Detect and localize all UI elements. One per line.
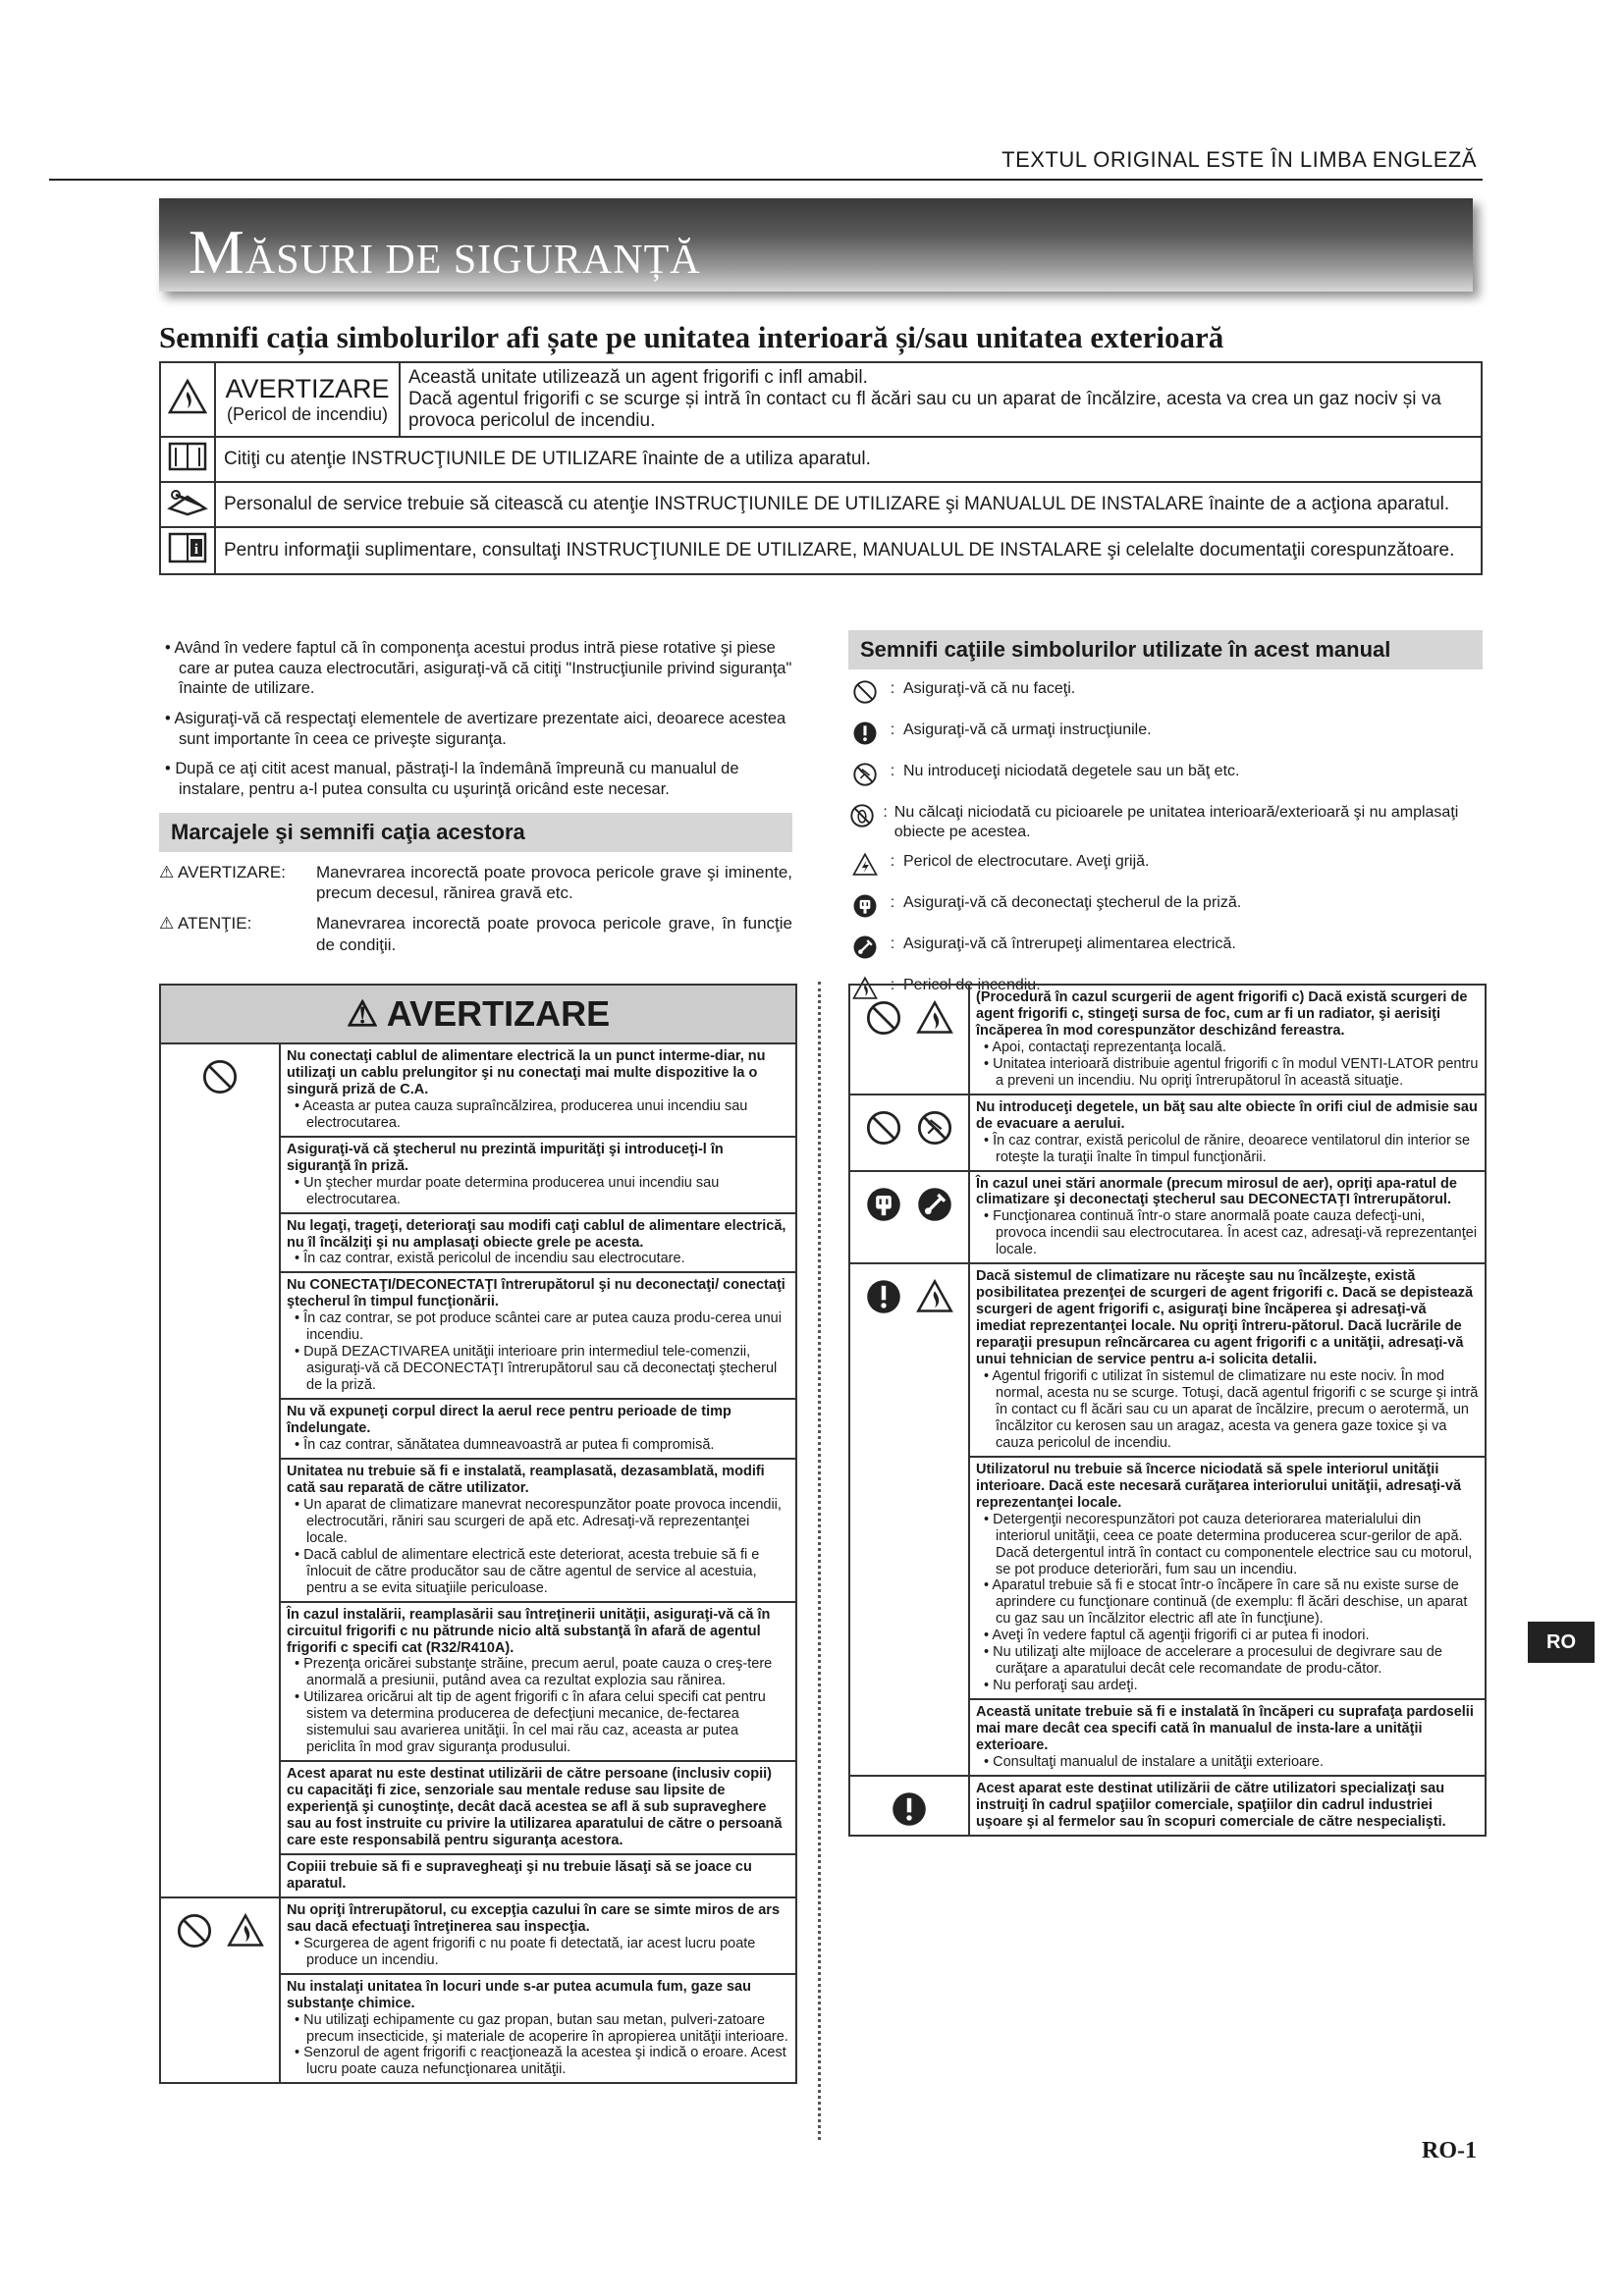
warning-label-cell xyxy=(215,362,400,437)
warning-item-detail: • După DEZACTIVAREA unităţii interioare prin intermediul tele-comenzii, asiguraţi-vă că DECONECTAŢI întrerupătorul sau că deconectaţi ştecherul de la priză. xyxy=(287,1344,789,1394)
warning-item-heading: Nu vă expuneţi corpul direct la aerul rece pentru perioade de timp îndelungate. xyxy=(287,1404,731,1437)
legend-colon: : xyxy=(890,721,895,738)
intro-bullet: • După ce aţi citit acest manual, păstraţi-l la îndemână împreună cu manualul de instalare, pentru a-l putea consulta cu uşurinţă oricând este necesar. xyxy=(159,759,792,799)
title-banner xyxy=(159,198,1473,292)
warning-item-detail: • Un aparat de climatizare manevrat necorespunzător poate provoca incendii, electrocutări, răniri sau scurgeri de apă etc. Adresaţi-vă reprezentanţei locale. xyxy=(287,1497,789,1547)
warning-groups xyxy=(161,1044,795,2082)
legend-colon: : xyxy=(890,679,895,697)
prohibition-icon xyxy=(176,1912,213,2083)
warning-item-heading: Această unitate trebuie să fi e instalată în încăperi cu suprafaţa pardoselii mai mare decât cea specifi cată în manualul de insta-lare a unităţii exterioare. xyxy=(976,1704,1474,1754)
legend-icon-cell xyxy=(848,803,876,834)
warning-group xyxy=(161,1044,795,1896)
manual-book-icon xyxy=(167,440,208,473)
legend-text: Nu introduceţi niciodată degetele sau un băţ etc. xyxy=(903,762,1240,779)
fire-hazard-icon xyxy=(227,1912,264,2083)
prohibition-icon xyxy=(201,1058,239,1896)
warning-item-detail: • În caz contrar, sănătatea dumneavoastră ar putea fi compromisă. xyxy=(287,1437,789,1454)
warning-groups xyxy=(850,986,1485,1835)
svg-text:i: i xyxy=(193,542,199,558)
warning-item-detail: • Aceasta ar putea cauza supraîncălzirea, producerea unui incendiu sau electrocutarea. xyxy=(287,1098,789,1132)
legend-item xyxy=(848,893,1483,925)
warning-item-heading: Unitatea nu trebuie să fi e instalată, reamplasată, dezasamblată, modifi cată sau reparată de către utilizator. xyxy=(287,1463,765,1496)
mark-key xyxy=(159,862,316,904)
symbols-row xyxy=(160,482,1482,527)
marks-section-title: Marcajele şi semnifi caţia acestora xyxy=(159,813,792,852)
legend-text: Asiguraţi-vă că nu faceţi. xyxy=(903,679,1076,697)
language-tab: RO xyxy=(1528,1622,1595,1663)
no-fingers-icon xyxy=(852,774,878,791)
warning-group xyxy=(850,1775,1485,1835)
warning-text-cell xyxy=(400,362,1482,437)
intro-column xyxy=(159,638,792,965)
warning-group-items xyxy=(970,1777,1485,1835)
electric-shock-icon xyxy=(852,865,878,881)
unplug-icon xyxy=(852,906,878,923)
symbols-warning-row xyxy=(160,362,1482,437)
warning-item-heading: Nu instalaţi unitatea în locuri unde s-ar putea acumula fum, gaze sau substanţe chimice. xyxy=(287,1978,751,2011)
no-fingers-icon xyxy=(916,1109,953,1170)
warning-item xyxy=(281,1138,795,1214)
intro-bullet: • Asiguraţi-vă că respectaţi elementele de avertizare prezentate aici, deoarece acestea sunt importante în ceea ce priveşte siguranţa. xyxy=(159,709,792,749)
prohibition-icon xyxy=(865,999,902,1094)
warning-item xyxy=(281,1762,795,1855)
fire-hazard-icon xyxy=(168,378,207,415)
legend-item xyxy=(848,762,1483,793)
warning-item xyxy=(281,1214,795,1274)
warning-subtitle: (Pericol de incendiu) xyxy=(226,404,389,424)
mark-key-label: AVERTIZARE: xyxy=(178,862,286,881)
warning-item-heading: În cazul instalării, reamplasării sau întreţinerii unităţii, asiguraţi-vă că în circuitul frigorifi c nu pătrunde nicio altă substanţă în afară de agentul frigorifi c specifi cat (R32/R410A). xyxy=(287,1606,771,1656)
warning-group-icons xyxy=(850,1172,970,1263)
warning-group-items xyxy=(281,1898,795,2083)
warning-item xyxy=(281,1273,795,1400)
warning-triangle-icon: ⚠ xyxy=(159,914,175,934)
warning-item-detail: • Unitatea interioară distribuie agentul frigorifi c în modul VENTI-LATOR pentru a preveni un incendiu. Nu opriţi întrerupătorul în această situaţie. xyxy=(976,1056,1479,1090)
legend-text: Pericol de electrocutare. Aveţi grijă. xyxy=(903,852,1150,870)
legend-colon: : xyxy=(890,852,895,870)
warning-item-heading: Acest aparat este destinat utilizării de către utilizatori specializaţi sau instruiţi în cadrul spaţiilor comerciale, spaţiilor din cadrul industriei uşoare şi al fermelor sau în scopuri comerciale de către nespecialişti. xyxy=(976,1780,1446,1830)
mandatory-action-icon xyxy=(865,1278,902,1775)
legend-colon: : xyxy=(890,934,895,952)
service-manual-icon xyxy=(166,485,209,518)
warning-item-heading: Acest aparat nu este destinat utilizării de către persoane (inclusiv copii) cu capacităţi fi zice, senzoriale sau mentale reduse sau lipsite de experienţă şi cunoştinţe, decât dacă acestea se afl ă sub supraveghere sau au fost instruite cu privire la utilizarea aparatului de către o persoană care este responsabilă pentru siguranţa acestora. xyxy=(287,1766,783,1848)
warning-box-left xyxy=(159,984,797,2084)
warning-item xyxy=(281,1400,795,1460)
legend-colon: : xyxy=(890,893,895,911)
legend-colon: : xyxy=(890,976,895,993)
legend-text: Pericol de incendiu. xyxy=(903,976,1041,993)
warning-group-items xyxy=(970,1172,1485,1263)
warning-item xyxy=(970,1172,1485,1263)
legend-icon-cell xyxy=(848,679,882,711)
fire-hazard-icon xyxy=(916,999,953,1094)
legend-icon-cell xyxy=(848,721,882,752)
warning-item xyxy=(281,1044,795,1138)
prohibition-icon xyxy=(865,1109,902,1170)
legend-item xyxy=(848,934,1483,966)
legend-icon-cell xyxy=(848,852,882,883)
warning-item-detail: • Detergenţii necorespunzători pot cauza deteriorarea materialului din interiorul unităţii, ceea ce poate determina producerea scur-gerilor de apă. Dacă detergentul intră în contact cu componentele electrice sau cu motorul, se pot produce deteriorări, fum sau un incendiu. xyxy=(976,1512,1479,1578)
prohibition-icon xyxy=(852,692,878,709)
legend-item xyxy=(848,803,1483,842)
mark-row xyxy=(159,862,792,904)
warning-item xyxy=(281,1975,795,2083)
info-book-icon xyxy=(167,530,208,565)
warning-box-title: AVERTIZARE xyxy=(386,993,611,1034)
warning-item-detail: • În caz contrar, există pericolul de incendiu sau electrocutare. xyxy=(287,1251,789,1267)
symbols-row-icon-cell xyxy=(160,437,215,482)
warning-group xyxy=(850,986,1485,1094)
power-off-icon xyxy=(852,947,878,964)
warning-item-heading: Nu introduceţi degetele, un băţ sau alte obiecte în orifi ciul de admisie sau de evacuare a aerului. xyxy=(976,1098,1478,1132)
warning-item-detail: • Apoi, contactaţi reprezentanţa locală. xyxy=(976,1040,1479,1056)
mark-key-label: ATENŢIE: xyxy=(178,914,252,934)
mark-text: Manevrarea incorectă poate provoca pericole grave, în funcţie de condiţii. xyxy=(316,914,792,954)
mandatory-action-icon xyxy=(891,1790,928,1835)
symbols-row-icon-cell xyxy=(160,527,215,574)
legend-title: Semnifi caţiile simbolurilor utilizate în acest manual xyxy=(848,630,1483,669)
mark-row xyxy=(159,913,792,955)
unplug-icon xyxy=(865,1186,902,1263)
warning-group-icons xyxy=(850,1095,970,1170)
legend-item xyxy=(848,679,1483,711)
no-step-icon xyxy=(849,816,875,832)
warning-word: AVERTIZARE xyxy=(225,374,390,403)
symbols-row-text: Personalul de service trebuie să citească cu atenţie INSTRUCŢIUNILE DE UTILIZARE şi MANUALUL DE INSTALARE înainte de a acţiona aparatul. xyxy=(215,482,1482,527)
warning-item-detail: • Aparatul trebuie să fi e stocat într-o încăpere în care să nu existe surse de aprindere cu funcţionare continuă (de exemplu: fl ăcări deschise, un aparat cu gaz sau un încălzitor electric afl ate în funcţiune). xyxy=(976,1577,1479,1628)
legend-text: Nu călcaţi niciodată cu picioarele pe unitatea interioară/exterioară şi nu amplasaţi obiecte pe acestea. xyxy=(893,803,1459,840)
warning-group xyxy=(850,1262,1485,1775)
warning-group-icons xyxy=(161,1898,281,2083)
symbols-row-icon-cell xyxy=(160,482,215,527)
symbols-row xyxy=(160,437,1482,482)
mark-text: Manevrarea incorectă poate provoca pericole grave şi iminente, precum decesul, rănirea gravă etc. xyxy=(316,862,792,903)
warning-group-items xyxy=(970,986,1485,1094)
warning-box-header xyxy=(161,986,795,1044)
warning-group-icons xyxy=(850,1264,970,1775)
mark-key xyxy=(159,913,316,955)
legend-item xyxy=(848,852,1483,883)
warning-item-detail: • În caz contrar, există pericolul de rănire, deoarece ventilatorul din interior se roteşte la turaţii înalte în timpul funcţionării. xyxy=(976,1133,1479,1166)
original-language-note: TEXTUL ORIGINAL ESTE ÎN LIMBA ENGLEZĂ xyxy=(1001,147,1477,172)
legend-icon-cell xyxy=(848,762,882,793)
legend-text: Asiguraţi-vă că urmaţi instrucţiunile. xyxy=(903,721,1152,738)
warning-item-detail: • Aveţi în vedere faptul că agenţii frigorifi ci ar putea fi inodori. xyxy=(976,1628,1479,1644)
legend-text: Asiguraţi-vă că deconectaţi ştecherul de la priză. xyxy=(903,893,1242,911)
symbols-section-title: Semnifi cația simbolurilor afi șate pe unitatea interioară și/sau unitatea exterioară xyxy=(159,320,1224,354)
warning-item-detail: • Utilizarea oricărui alt tip de agent frigorifi c în afara celui specifi cat pentru sistem va determina producerea de defecţiuni mecanice, de-fectarea sistemului sau avarierea unităţii. În cel mai rău caz, aceasta ar putea periclita în mod grav siguranţa produsului. xyxy=(287,1689,789,1756)
warning-group xyxy=(850,1170,1485,1263)
header-rule xyxy=(49,179,1483,181)
warning-item-heading: Dacă sistemul de climatizare nu răceşte sau nu încălzeşte, există posibilitatea prezenţei de scurgeri de agent frigorifi c. Dacă se depistează scurgeri de agent frigorifi c, asiguraţi bine încăperea şi adresaţi-vă imediat reprezentanţei locale. Nu opriţi întreru-pătorul. Dacă lucrările de reparaţii presupun reîncărcarea cu agent frigorifi c a unităţii, adresaţi-vă unui tehnician de service pentru a-i solicita detalii. xyxy=(976,1268,1474,1368)
warning-item-detail: • Prezenţa oricărei substanţe străine, precum aerul, poate cauza o creş-tere anormală a presiunii, putând avea ca rezultat explozia sau rănirea. xyxy=(287,1656,789,1689)
warning-item xyxy=(281,1855,795,1896)
symbols-row xyxy=(160,527,1482,574)
fire-hazard-icon xyxy=(916,1278,953,1775)
intro-bullet: • Având în vedere faptul că în componenţa acestui produs intră piese rotative şi piese care ar putea cauza electrocutări, asiguraţi-vă că citiţi "Instrucţiunile privind siguranţa" înainte de utilizare. xyxy=(159,638,792,699)
legend-icon-cell xyxy=(848,934,882,966)
warning-item xyxy=(970,1458,1485,1700)
warning-item xyxy=(970,1264,1485,1457)
symbols-row-text: Pentru informaţii suplimentare, consultaţi INSTRUCŢIUNILE DE UTILIZARE, MANUALUL DE INSTALARE şi celelalte documentaţii corespunzătoare. xyxy=(215,527,1482,574)
warning-item-detail: • Scurgerea de agent frigorifi c nu poate fi detectată, iar acest lucru poate produce un incendiu. xyxy=(287,1936,789,1969)
warning-item-detail: • Nu utilizaţi echipamente cu gaz propan, butan sau metan, pulveri-zatoare precum insecticide, şi materiale de acoperire în apropierea unităţii interioare. xyxy=(287,2012,789,2046)
warning-triangle-icon: ⚠ xyxy=(346,993,379,1034)
warning-item-detail: • Consultaţi manualul de instalare a unităţii exterioare. xyxy=(976,1754,1479,1771)
warning-item-detail: • Agentul frigorifi c utilizat în sistemul de climatizare nu este nociv. În mod normal, acesta nu se scurge. Totuşi, dacă agentul frigorifi c se scurge şi intră în contact cu fl ăcări sau cu un aparat de încălzire, precum o aerotermă, un încălzitor cu kerosen sau un aragaz, acesta va genera gaze toxice şi va cauza pericolul de incendiu. xyxy=(976,1368,1479,1452)
warning-item xyxy=(970,986,1485,1094)
legend-colon: : xyxy=(890,762,895,779)
warning-item xyxy=(281,1460,795,1603)
warning-item-heading: (Procedură în cazul scurgerii de agent frigorifi c) Dacă există scurgeri de agent frigorifi c, stingeţi sursa de foc, cum ar fi un radiator, şi aerisiţi încăperea în mod corespunzător deschizând fereastra. xyxy=(976,989,1468,1039)
symbols-table xyxy=(159,361,1483,575)
warning-item-detail: • Dacă cablul de alimentare electrică este deteriorat, acesta trebuie să fi e înlocuit de către producător sau de către agentul de service al acestuia, pentru a se evita situaţiile periculoase. xyxy=(287,1547,789,1597)
warning-group-items xyxy=(970,1095,1485,1170)
warning-group xyxy=(161,1896,795,2083)
warning-item xyxy=(281,1898,795,1975)
warning-item-heading: În cazul unei stări anormale (precum mirosul de aer), opriţi apa-ratul de climatizare şi deconectaţi ştecherul sau DECONECTAŢI întrerupătorul. xyxy=(976,1175,1457,1208)
warning-group-items xyxy=(970,1264,1485,1775)
warning-group-icons xyxy=(850,1777,970,1835)
warning-item xyxy=(970,1095,1485,1170)
warning-item-detail: • Funcţionarea continuă într-o stare anormală poate cauza defecţi-uni, provoca incendii sau electrocutarea. În acest caz, adresaţi-vă reprezentanţei locale. xyxy=(976,1208,1479,1258)
page-number: RO-1 xyxy=(1422,2138,1477,2163)
column-divider xyxy=(818,982,821,2140)
warning-item-detail: • Un ştecher murdar poate determina producerea unui incendiu sau electrocutarea. xyxy=(287,1175,789,1208)
warning-item-detail: • Nu utilizaţi alte mijloace de accelerare a procesului de degivrare sau de curăţare a aparatului decât cele recomandate de produ-cător. xyxy=(976,1644,1479,1678)
symbols-row-text: Citiţi cu atenţie INSTRUCŢIUNILE DE UTILIZARE înainte de a utiliza aparatul. xyxy=(215,437,1482,482)
legend-icon-cell xyxy=(848,893,882,925)
warning-item-heading: Nu CONECTAŢI/DECONECTAŢI întrerupătorul şi nu deconectaţi/ conectaţi ştecherul în timpul funcţionării. xyxy=(287,1277,785,1310)
legend-text: Asiguraţi-vă că întrerupeţi alimentarea electrică. xyxy=(903,934,1236,952)
warning-group-icons xyxy=(161,1044,281,1896)
warning-item-heading: Utilizatorul nu trebuie să încerce niciodată să spele interiorul unităţii interioare. Dacă este necesară curăţarea interiorului unităţii, adresaţi-vă reprezentanţei locale. xyxy=(976,1461,1462,1511)
warning-item-heading: Copiii trebuie să fi e supravegheaţi şi nu trebuie lăsaţi să se joace cu aparatul. xyxy=(287,1858,752,1892)
warning-item-detail: • În caz contrar, se pot produce scântei care ar putea cauza produ-cerea unui incendiu. xyxy=(287,1310,789,1344)
warning-group xyxy=(850,1094,1485,1170)
warning-item-heading: Nu conectaţi cablul de alimentare electrică la un punct interme-diar, nu utilizaţi un cablu prelungitor şi nu conectaţi mai multe dispozitive la o singură priză de C.A. xyxy=(287,1048,766,1097)
legend-item xyxy=(848,721,1483,752)
legend-list xyxy=(848,679,1483,1007)
page-title xyxy=(189,216,701,289)
warning-item xyxy=(970,1777,1485,1835)
warning-item-heading: Nu legaţi, trageţi, deterioraţi sau modifi caţi cablul de alimentare electrică, nu îl încălziţi şi nu amplasaţi obiecte grele pe acesta. xyxy=(287,1217,786,1251)
symbols-warning-icon-cell xyxy=(160,362,215,437)
warning-item-heading: Nu opriţi întrerupătorul, cu excepţia cazului în care se simte miros de ars sau dacă efectuaţi întreţinerea sau inspecţia. xyxy=(287,1901,781,1935)
page-title-initial: M xyxy=(189,217,245,287)
power-off-icon xyxy=(916,1186,953,1263)
warning-item xyxy=(970,1700,1485,1775)
warning-group-icons xyxy=(850,986,970,1094)
warning-box-right xyxy=(848,984,1487,1837)
warning-item-heading: Asiguraţi-vă că ştecherul nu prezintă impurităţi şi introduceţi-l în siguranţă în priză. xyxy=(287,1141,724,1174)
legend-colon: : xyxy=(883,803,888,821)
warning-item-detail: • Senzorul de agent frigorifi c reacţionează la acestea şi indică o eroare. Acest lucru poate cauza nefuncţionarea unităţii. xyxy=(287,2045,789,2078)
warning-item xyxy=(281,1603,795,1763)
mandatory-action-icon xyxy=(852,733,878,750)
page-title-rest: ĂSURI DE SIGURANȚĂ xyxy=(244,238,701,283)
legend-column xyxy=(848,630,1483,1017)
warning-line: Această unitate utilizează un agent frigorifi c infl amabil. xyxy=(408,367,868,388)
warning-item-detail: • Nu perforaţi sau ardeţi. xyxy=(976,1678,1479,1694)
warning-line: Dacă agentul frigorifi c se scurge și intră în contact cu fl ăcări sau cu un aparat de încălzire, acesta va crea un gaz nociv și va provoca pericolul de incendiu. xyxy=(408,389,1441,431)
warning-triangle-icon: ⚠ xyxy=(159,862,175,881)
warning-group-items xyxy=(281,1044,795,1896)
